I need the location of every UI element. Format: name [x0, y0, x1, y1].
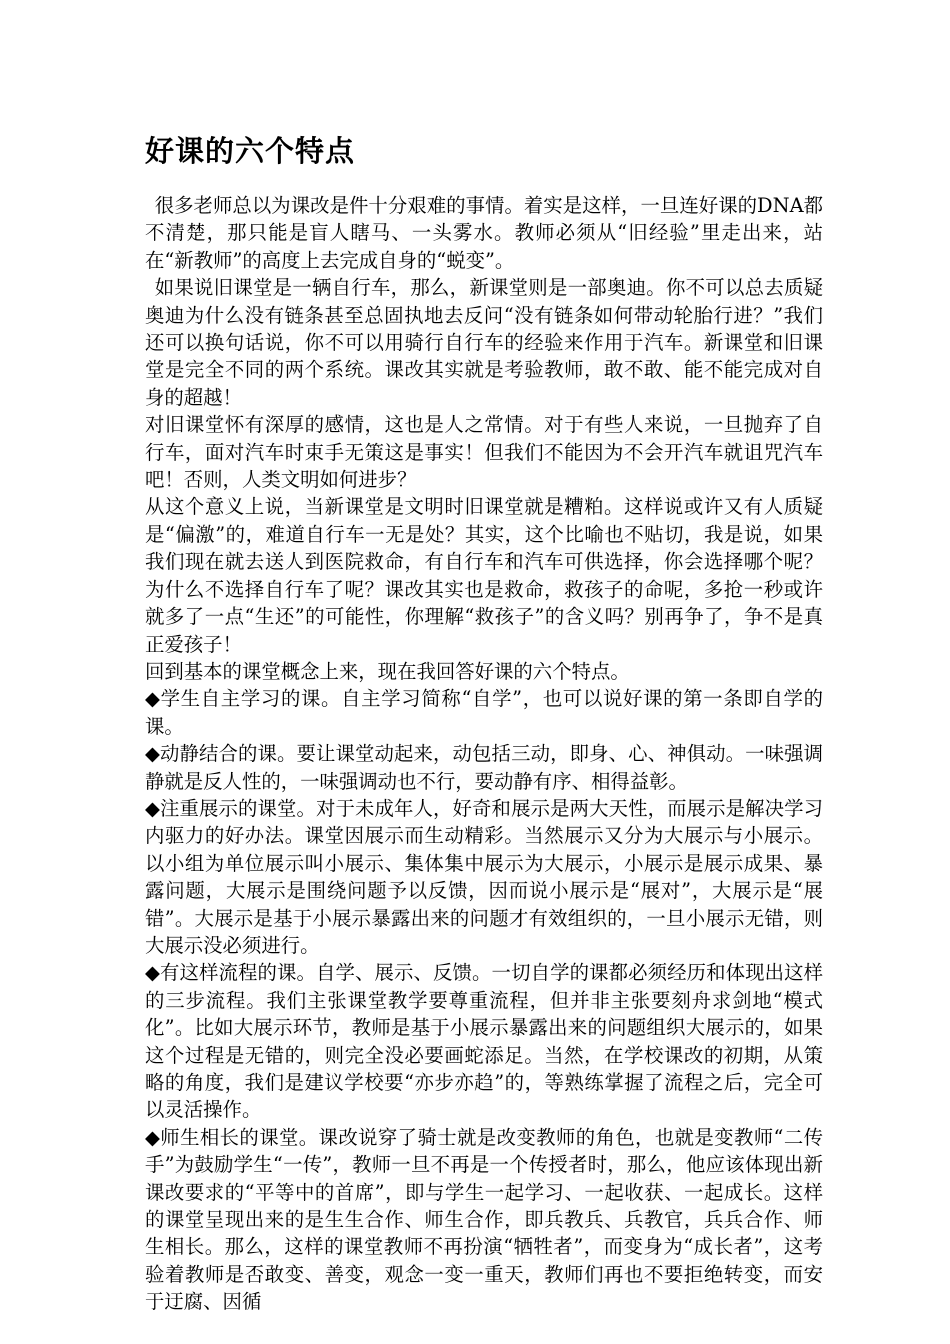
document-body: [145, 192, 823, 1316]
paragraph-feature-teacher-student-growth: ◆师生相长的课堂。课改说穿了骑士就是改变教师的角色，也就是变教师“二传手”为鼓励学生“一传”，教师一旦不再是一个传授者时，那么，他应该体现出新课改要求的“平等中的首席”，即与学生一起学习、一起收获、一起成长。这样的课堂呈现出来的是生生合作、师生合作，即兵教兵、兵教官，兵兵合作、师生相长。那么，这样的课堂教师不再扮演“牺牲者”，而变身为“成长者”，这考验着教师是否敢变、善变，观念一变一重天，教师们再也不要拒绝转变，而安于迂腐、因循: [145, 1125, 823, 1314]
paragraph-feature-presentation: ◆注重展示的课堂。对于未成年人，好奇和展示是两大天性，而展示是解决学习内驱力的好办法。课堂因展示而生动精彩。当然展示又分为大展示与小展示。以小组为单位展示叫小展示、集体集中展示为大展示，小展示是展示成果、暴露问题，大展示是围绕问题予以反馈，因而说小展示是“展对”，大展示是“展错”。大展示是基于小展示暴露出来的问题才有效组织的，一旦小展示无错，则大展示没必须进行。: [145, 796, 823, 957]
document-title: 好课的六个特点: [145, 134, 356, 168]
paragraph-feature-process: ◆有这样流程的课。自学、展示、反馈。一切自学的课都必须经历和体现出这样的三步流程。我们主张课堂教学要尊重流程，但并非主张要刻舟求剑地“模式化”。比如大展示环节，教师是基于小展示暴露出来的问题组织大展示的，如果这个过程是无错的，则完全没必要画蛇添足。当然，在学校课改的初期，从策略的角度，我们是建议学校要“亦步亦趋”的，等熟练掌握了流程之后，完全可以灵活操作。: [145, 961, 823, 1122]
paragraph-feature-dynamic-static: ◆动静结合的课。要让课堂动起来，动包括三动，即身、心、神俱动。一味强调静就是反人性的，一味强调动也不行，要动静有序、相得益彰。: [145, 742, 823, 793]
paragraph-feature-self-study: ◆学生自主学习的课。自主学习简称“自学”，也可以说好课的第一条即自学的课。: [145, 687, 823, 738]
paragraph-intro: 很多老师总以为课改是件十分艰难的事情。着实是这样，一旦连好课的DNA都不清楚，那只能是盲人瞎马、一头雾水。教师必须从“旧经验”里走出来，站在“新教师”的高度上去完成自身的“蜕变”。: [145, 194, 823, 272]
paragraph-civilization: 从这个意义上说，当新课堂是文明时旧课堂就是糟粕。这样说或许又有人质疑是“偏激”的，难道自行车一无是处？其实，这个比喻也不贴切，我是说，如果我们现在就去送人到医院救命，有自行车和汽车可供选择，你会选择哪个呢？为什么不选择自行车了呢？课改其实也是救命，救孩子的命呢，多抢一秒或许就多了一点“生还”的可能性，你理解“救孩子”的含义吗？别再争了，争不是真正爱孩子！: [145, 495, 823, 656]
paragraph-bicycle-analogy: 如果说旧课堂是一辆自行车，那么，新课堂则是一部奥迪。你不可以总去质疑奥迪为什么没有链条甚至总固执地去反问“没有链条如何带动轮胎行进？”我们还可以换句话说，你不可以用骑行自行车的经验来作用于汽车。新课堂和旧课堂是完全不同的两个系统。课改其实就是考验教师，敢不敢、能不能完成对自身的超越！: [145, 276, 823, 409]
document-page: [145, 132, 823, 1316]
paragraph-six-features-intro: 回到基本的课堂概念上来，现在我回答好课的六个特点。: [145, 659, 630, 683]
paragraph-old-classroom-feelings: 对旧课堂怀有深厚的感情，这也是人之常情。对于有些人来说，一旦抛弃了自行车，面对汽车时束手无策这是事实！但我们不能因为不会开汽车就诅咒汽车吧！否则，人类文明如何进步？: [145, 413, 823, 492]
